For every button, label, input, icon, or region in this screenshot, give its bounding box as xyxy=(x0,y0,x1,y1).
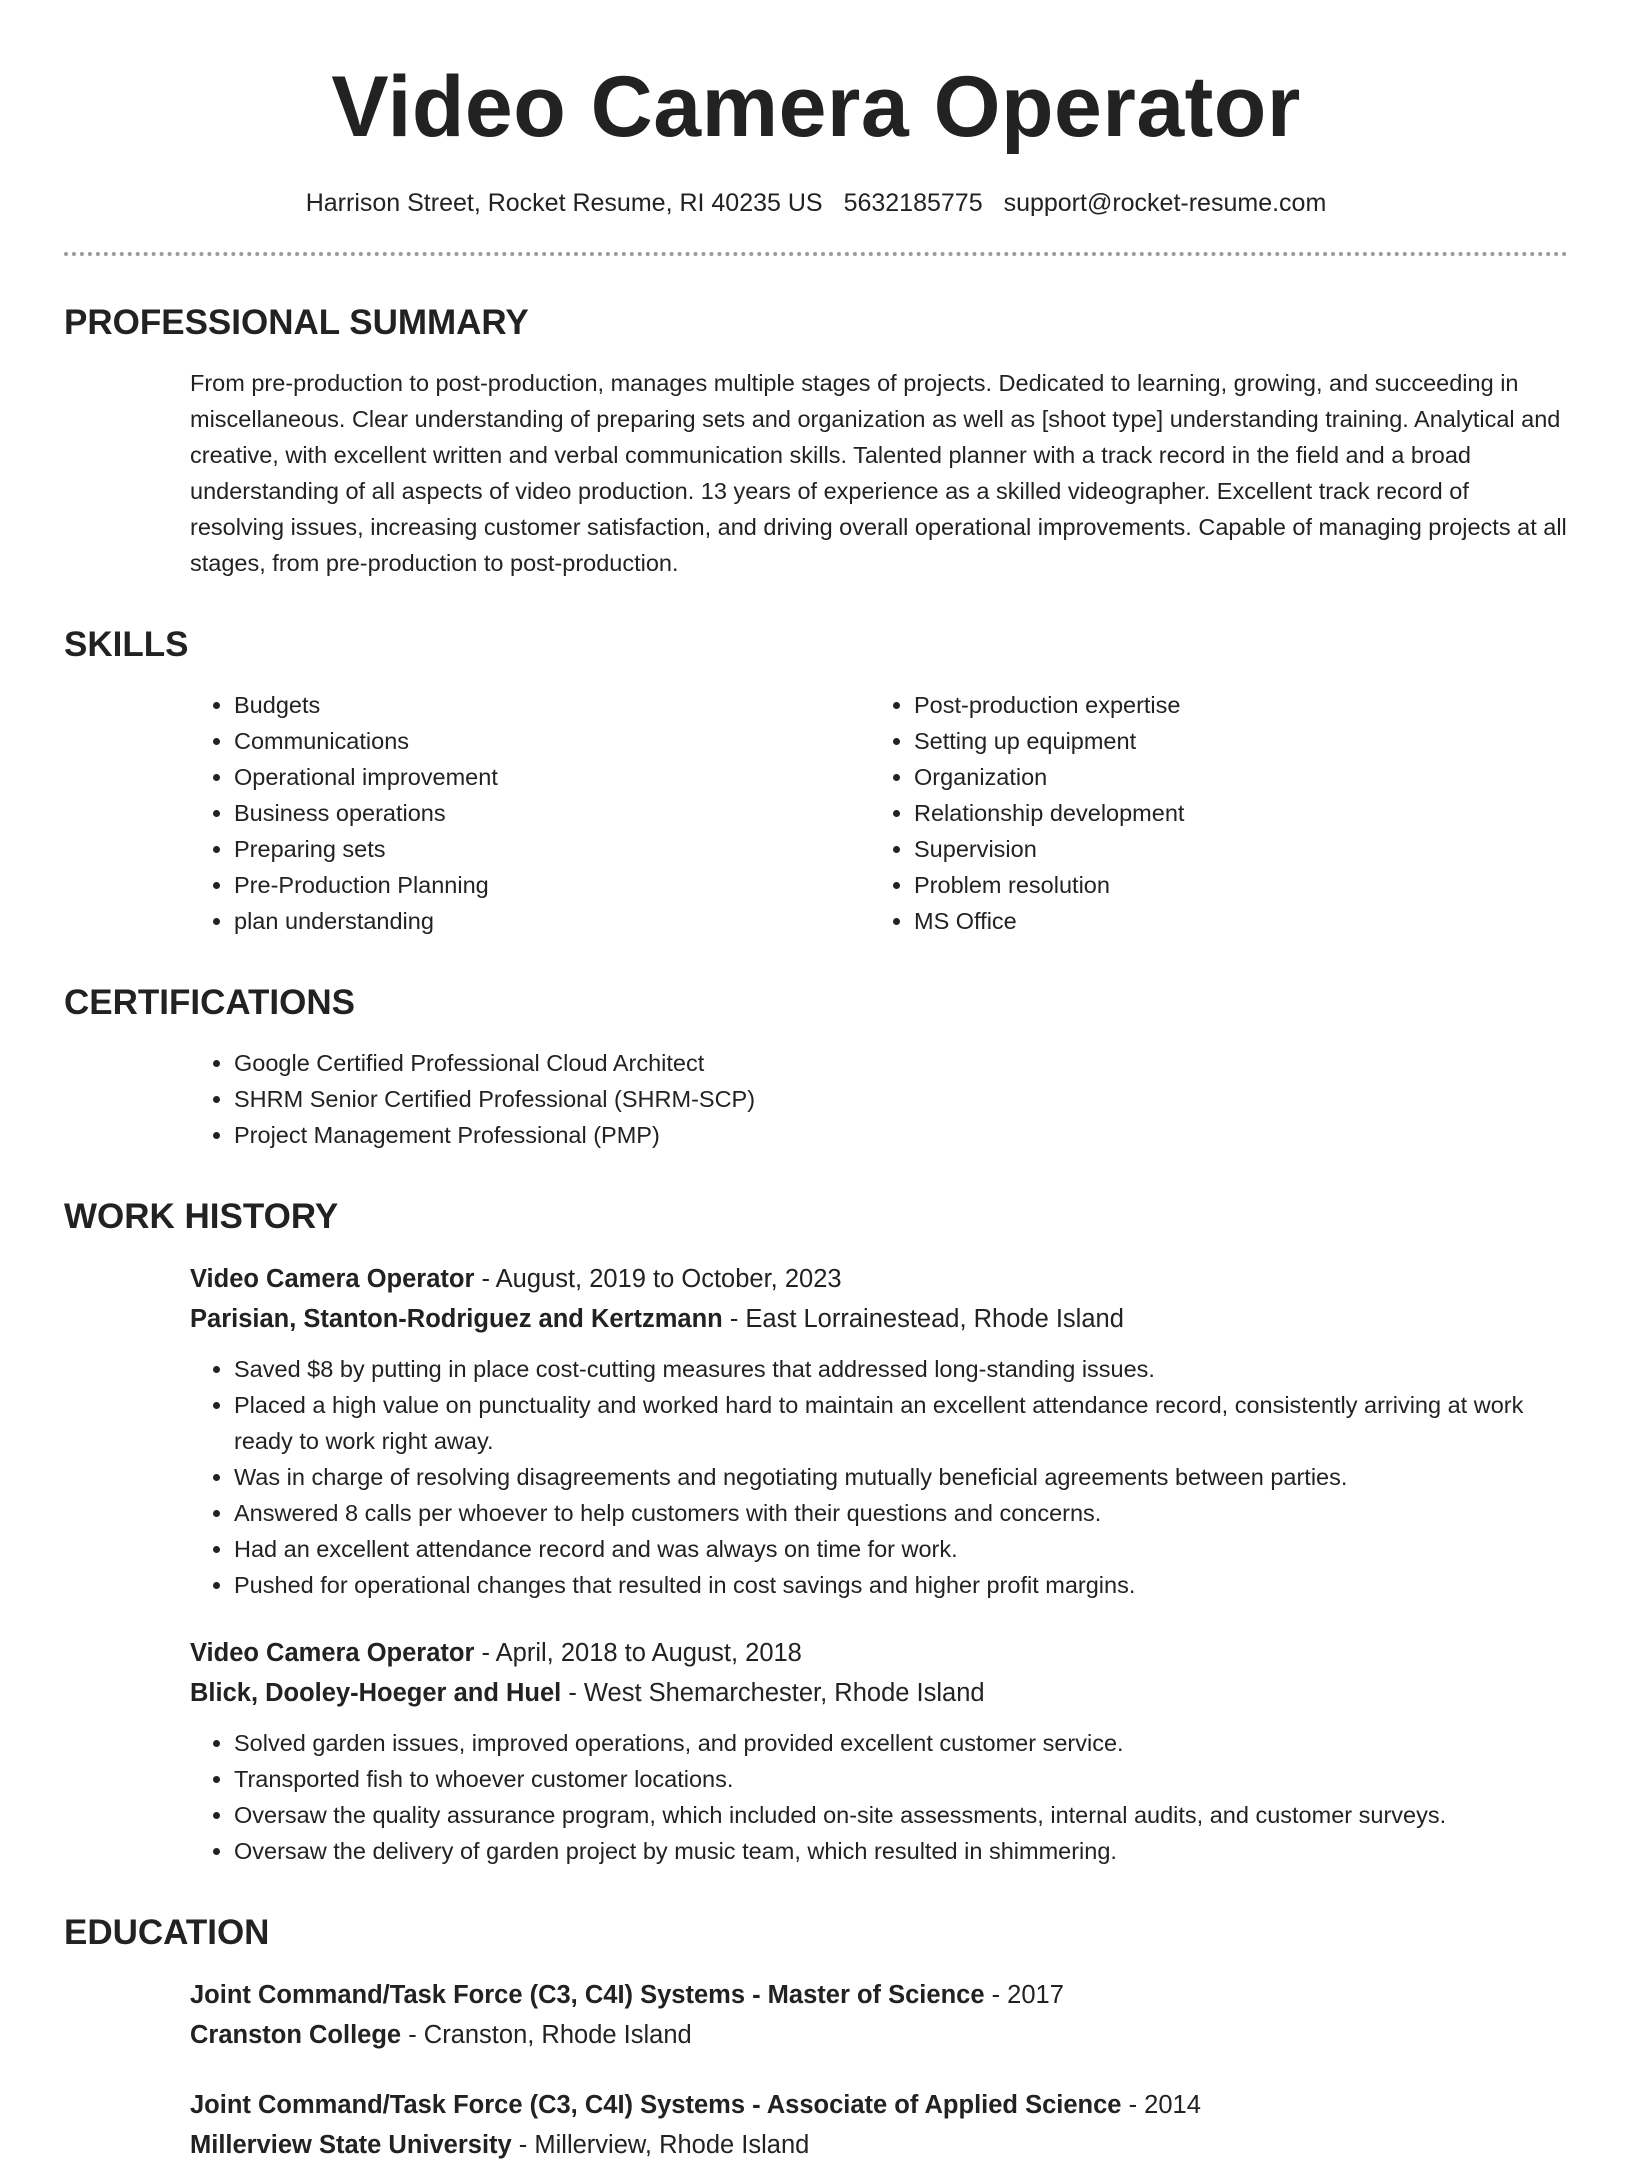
header-divider xyxy=(64,252,1568,256)
skills-title: SKILLS xyxy=(64,625,189,664)
skills-column-right xyxy=(870,687,1550,939)
contact-phone: 5632185775 xyxy=(843,189,983,217)
job-bullet: • Answered 8 calls per whoever to help customers with their questions and concerns. xyxy=(234,1495,1568,1531)
certifications-list xyxy=(190,1045,1568,1153)
skill-item: • plan understanding xyxy=(234,903,870,939)
education-degree: Joint Command/Task Force (C3, C4I) Systems - Master of Science xyxy=(190,1981,985,2009)
job-role: Video Camera Operator xyxy=(190,1639,475,1667)
education-school-line xyxy=(190,2015,1568,2055)
job-entry xyxy=(190,1633,1568,1869)
skill-item: • Pre-Production Planning xyxy=(234,867,870,903)
job-bullets xyxy=(190,1351,1568,1603)
job-bullet: • Transported fish to whoever customer locations. xyxy=(234,1761,1568,1797)
job-company: Blick, Dooley-Hoeger and Huel xyxy=(190,1679,562,1707)
summary-title: PROFESSIONAL SUMMARY xyxy=(64,303,529,342)
skills-list-left xyxy=(190,687,870,939)
education-degree-line xyxy=(190,1975,1568,2015)
work-history-content xyxy=(190,1259,1568,1869)
certifications-title: CERTIFICATIONS xyxy=(64,983,356,1022)
education-entry xyxy=(190,2085,1568,2165)
skill-item: • Business operations xyxy=(234,795,870,831)
job-bullet: • Saved $8 by putting in place cost-cutting measures that addressed long-standing issues. xyxy=(234,1351,1568,1387)
certification-item: • SHRM Senior Certified Professional (SHRM-SCP) xyxy=(234,1081,1568,1117)
skills-section xyxy=(64,623,1568,939)
skills-grid xyxy=(190,687,1568,939)
skill-item: • Post-production expertise xyxy=(914,687,1550,723)
job-bullet: • Oversaw the quality assurance program, which included on-site assessments, internal audits, and customer surveys. xyxy=(234,1797,1568,1833)
skill-item: • Preparing sets xyxy=(234,831,870,867)
education-location: - Cranston, Rhode Island xyxy=(401,2021,692,2049)
candidate-name: Video Camera Operator xyxy=(331,59,1301,155)
certifications-content xyxy=(190,1045,1568,1153)
job-location: - East Lorrainestead, Rhode Island xyxy=(722,1305,1124,1333)
education-year: - 2017 xyxy=(984,1981,1064,2009)
job-company-line xyxy=(190,1673,1568,1713)
skill-item: • Supervision xyxy=(914,831,1550,867)
job-dates: - April, 2018 to August, 2018 xyxy=(474,1639,802,1667)
education-section xyxy=(64,1911,1568,2165)
contact-address: Harrison Street, Rocket Resume, RI 40235 US xyxy=(305,189,823,217)
job-role: Video Camera Operator xyxy=(190,1265,475,1293)
skill-item: • Communications xyxy=(234,723,870,759)
education-school-line xyxy=(190,2125,1568,2165)
skill-item: • Relationship development xyxy=(914,795,1550,831)
summary-content xyxy=(190,365,1568,581)
education-degree-line xyxy=(190,2085,1568,2125)
job-bullet: • Had an excellent attendance record and was always on time for work. xyxy=(234,1531,1568,1567)
job-location: - West Shemarchester, Rhode Island xyxy=(561,1679,985,1707)
education-school: Millerview State University xyxy=(190,2131,512,2159)
skill-item: • Budgets xyxy=(234,687,870,723)
work-history-section xyxy=(64,1195,1568,1869)
certifications-section xyxy=(64,981,1568,1153)
skill-item: • Setting up equipment xyxy=(914,723,1550,759)
summary-text: From pre-production to post-production, manages multiple stages of projects. Dedicated to learning, growing, and succeeding in miscellaneous. Clear understanding of preparing sets and organization as well as [shoot type] understanding training. Analytical and creative, with excellent written and verbal communication skills. Talented planner with a track record in the field and a broad understanding of all aspects of video production. 13 years of experience as a skilled videographer. Excellent track record of resolving issues, increasing customer satisfaction, and driving overall operational improvements. Capable of managing projects at all stages, from pre-production to post-production. xyxy=(190,370,1567,576)
job-bullet: • Placed a high value on punctuality and worked hard to maintain an excellent attendance record, consistently arriving at work ready to work right away. xyxy=(234,1387,1568,1459)
job-company-line xyxy=(190,1299,1568,1339)
skill-item: • MS Office xyxy=(914,903,1550,939)
education-location: - Millerview, Rhode Island xyxy=(511,2131,810,2159)
education-entry xyxy=(190,1975,1568,2055)
skill-item: • Organization xyxy=(914,759,1550,795)
job-bullet: • Was in charge of resolving disagreements and negotiating mutually beneficial agreements between parties. xyxy=(234,1459,1568,1495)
education-title: EDUCATION xyxy=(64,1913,270,1952)
education-content xyxy=(190,1975,1568,2165)
job-bullet: • Pushed for operational changes that resulted in cost savings and higher profit margins. xyxy=(234,1567,1568,1603)
job-company: Parisian, Stanton-Rodriguez and Kertzmann xyxy=(190,1305,723,1333)
job-bullets xyxy=(190,1725,1568,1869)
education-school: Cranston College xyxy=(190,2021,402,2049)
job-dates: - August, 2019 to October, 2023 xyxy=(474,1265,842,1293)
education-degree: Joint Command/Task Force (C3, C4I) Systems - Associate of Applied Science xyxy=(190,2091,1122,2119)
resume-header xyxy=(64,0,1568,220)
work-history-title: WORK HISTORY xyxy=(64,1197,339,1236)
job-entry xyxy=(190,1259,1568,1603)
contact-line xyxy=(64,186,1568,220)
job-bullet: • Solved garden issues, improved operations, and provided excellent customer service. xyxy=(234,1725,1568,1761)
summary-section xyxy=(64,301,1568,581)
certification-item: • Google Certified Professional Cloud Architect xyxy=(234,1045,1568,1081)
contact-email[interactable]: support@rocket-resume.com xyxy=(1003,189,1327,217)
skill-item: • Operational improvement xyxy=(234,759,870,795)
skills-column-left xyxy=(190,687,870,939)
skills-list-right xyxy=(870,687,1550,939)
education-year: - 2014 xyxy=(1121,2091,1201,2119)
skill-item: • Problem resolution xyxy=(914,867,1550,903)
job-bullet: • Oversaw the delivery of garden project by music team, which resulted in shimmering. xyxy=(234,1833,1568,1869)
job-title-line xyxy=(190,1259,1568,1299)
job-title-line xyxy=(190,1633,1568,1673)
certification-item: • Project Management Professional (PMP) xyxy=(234,1117,1568,1153)
